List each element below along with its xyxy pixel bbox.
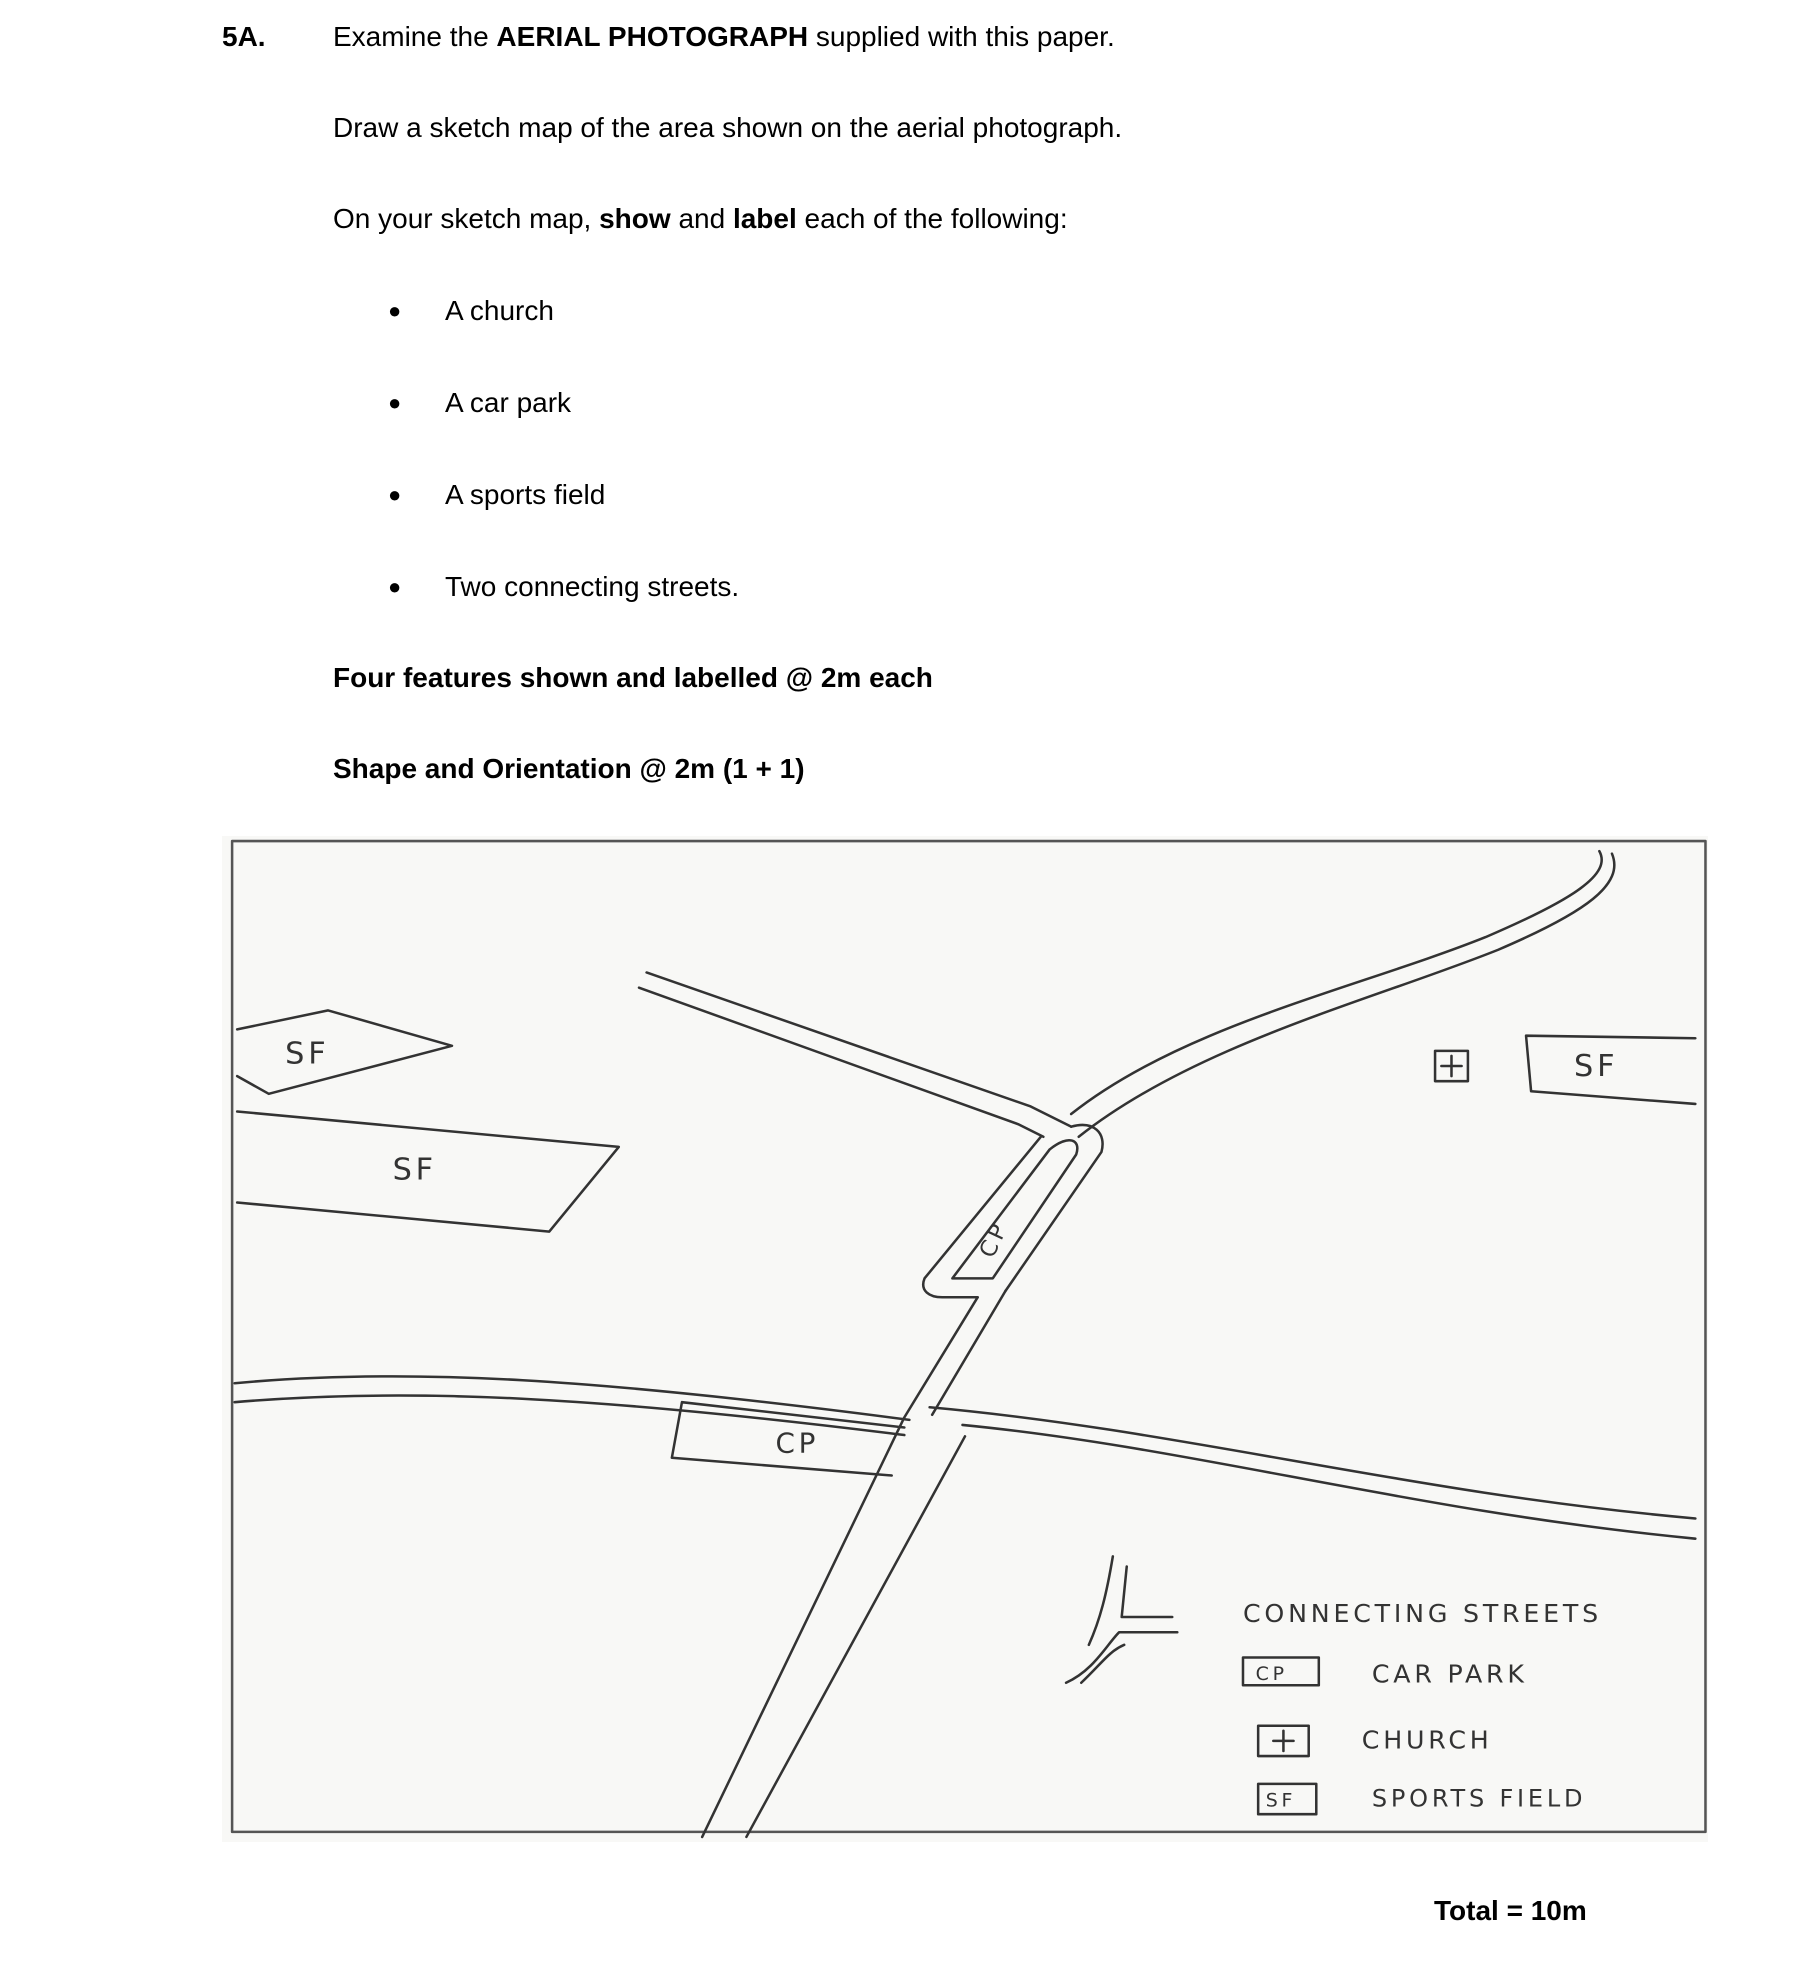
legend-church: CHURCH bbox=[1361, 1725, 1493, 1755]
sports-field-label: SF bbox=[392, 1152, 437, 1188]
text: and bbox=[670, 203, 733, 234]
bullet-item: A sports field bbox=[445, 479, 606, 510]
car-park-label: CP bbox=[775, 1426, 820, 1460]
sketch-map bbox=[222, 836, 1708, 1842]
bullet-icon: ● bbox=[388, 482, 402, 507]
legend-sports-field: SPORTS FIELD bbox=[1371, 1784, 1587, 1813]
road-east-west bbox=[235, 1376, 1696, 1538]
text: each of the following: bbox=[796, 203, 1068, 234]
church-cross-icon bbox=[1441, 1056, 1461, 1076]
car-park-loop bbox=[923, 1125, 1102, 1297]
legend-cp-symbol: CP bbox=[1255, 1663, 1288, 1686]
bullet-icon: ● bbox=[388, 298, 402, 323]
bullet-item: Two connecting streets. bbox=[445, 571, 740, 602]
car-park-label: CP bbox=[974, 1217, 1014, 1262]
bold-text: label bbox=[732, 203, 797, 234]
bullet-icon: ● bbox=[388, 574, 402, 599]
bullet-icon: ● bbox=[388, 390, 402, 415]
road-central bbox=[702, 1291, 1005, 1837]
text: Examine the bbox=[333, 21, 497, 52]
instruction-draw: Draw a sketch map of the area shown on the aerial photograph. bbox=[333, 112, 1123, 143]
streets-legend-symbol bbox=[1066, 1556, 1177, 1682]
legend-sf-symbol: SF bbox=[1265, 1789, 1297, 1812]
question-number: 5A. bbox=[222, 21, 266, 52]
instruction-show-label bbox=[333, 202, 1068, 236]
legend-car-park: CAR PARK bbox=[1371, 1659, 1528, 1689]
total-marks: Total = 10m bbox=[1434, 1895, 1587, 1926]
sports-field-label: SF bbox=[1574, 1049, 1619, 1085]
church-cross-icon bbox=[1273, 1731, 1293, 1751]
bullet-item: A church bbox=[445, 295, 554, 326]
legend-streets: CONNECTING STREETS bbox=[1242, 1599, 1602, 1629]
instruction-examine bbox=[333, 20, 1115, 54]
road-northeast bbox=[1071, 851, 1614, 1137]
road-northwest bbox=[639, 972, 1071, 1136]
marking-shape: Shape and Orientation @ 2m (1 + 1) bbox=[333, 753, 805, 784]
bold-text: show bbox=[599, 203, 671, 234]
bullet-item: A car park bbox=[445, 387, 572, 418]
sports-field-shape bbox=[237, 1010, 452, 1093]
text: On your sketch map, bbox=[333, 203, 600, 234]
bold-text: AERIAL PHOTOGRAPH bbox=[496, 21, 809, 52]
sports-field-label: SF bbox=[285, 1036, 330, 1072]
marking-features: Four features shown and labelled @ 2m each bbox=[333, 662, 933, 693]
text: supplied with this paper. bbox=[808, 21, 1115, 52]
